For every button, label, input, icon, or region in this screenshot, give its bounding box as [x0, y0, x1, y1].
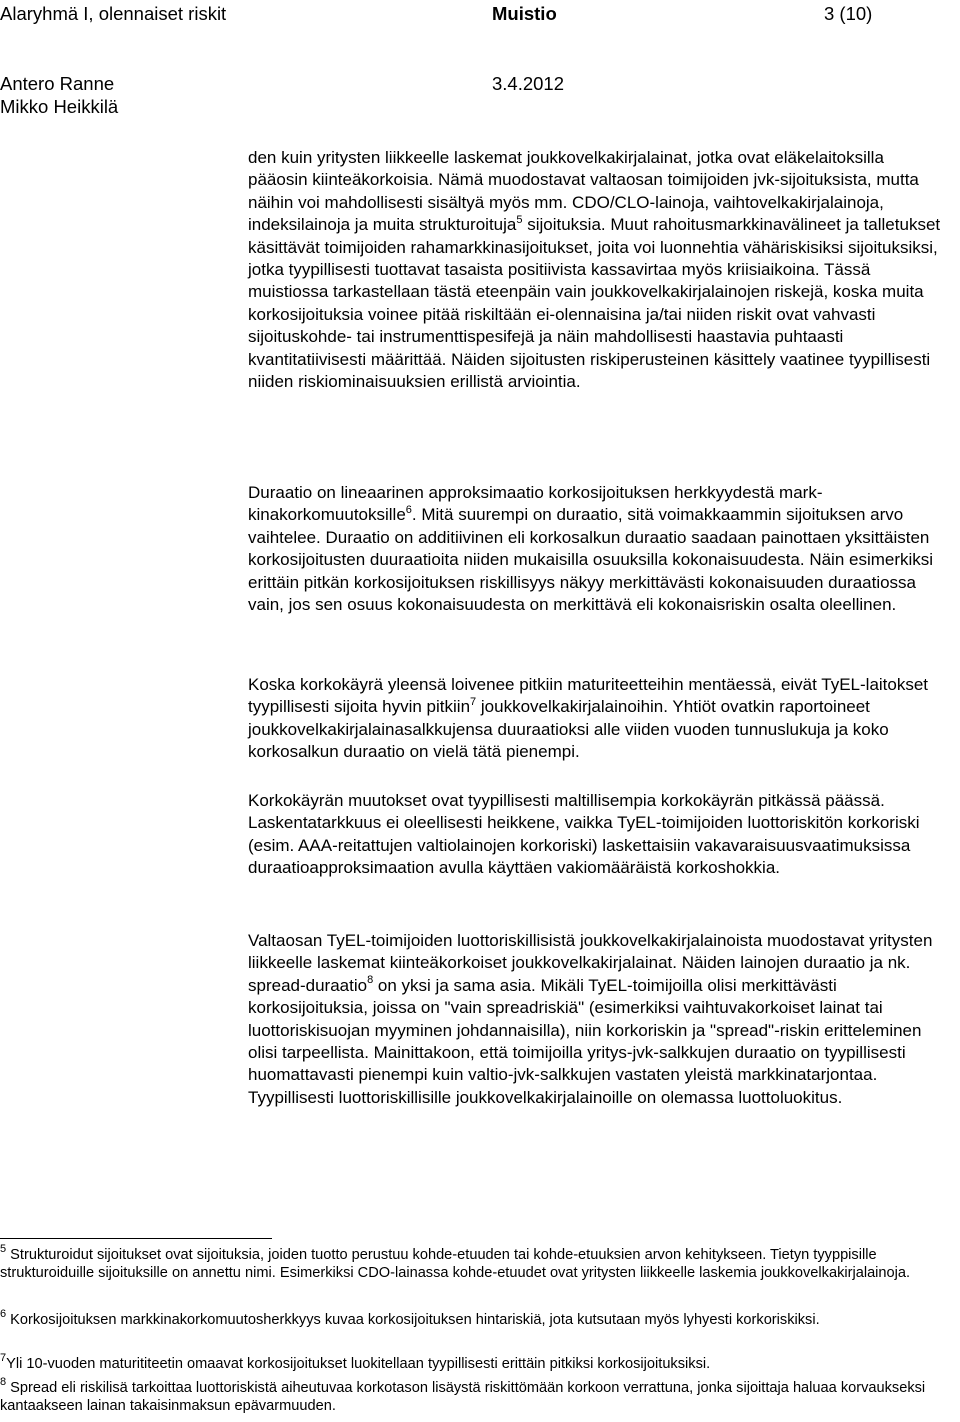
footnote-number: 5	[0, 1243, 7, 1256]
paragraph-4	[248, 790, 948, 880]
paragraph-2-text-a: Duraatio on lineaarinen approksimaatio korkosijoituksen herkkyydestä markkinakorkomuutoksille	[248, 483, 823, 525]
paragraph-2-text-b: . Mitä suurempi on duraatio, sitä voimakkaammin sijoituksen arvo vaihtelee. Duraatio on additiivinen eli korkosalkun duraatio saadaan painottaen yksittäisten korkosijoitusten duuraatioita niiden mukaisilla osuuksilla kokonaisuudesta. Näin esimerkiksi erittäin pitkän korkosijoituksen riskillisyys näkyy merkittävästi kokonaisuuden duraatiossa vain, jos sen osuus kokonaisuudesta on merkittävä eli kokonaisriskin osalta oleellinen.	[248, 505, 934, 615]
footnote-number: 7	[0, 1352, 7, 1365]
paragraph-5-text-a: Valtaosan TyEL-toimijoiden luottoriskillisistä joukkovelkakirjalainoista muodostavat yritysten liikkeelle laskemat kiinteäkorkoiset joukkovelkakirjalainat. Näiden lainojen duraatio ja nk. spread-duraatio	[248, 931, 933, 995]
header-date: 3.4.2012	[492, 73, 565, 94]
footnote-6	[0, 1308, 950, 1329]
paragraph-3-text-b: joukkovelkakirjalainoihin. Yhtiöt ovatkin raportoineet joukkovelkakirjalainasalkkujensa duuraatioksi alle viiden vuoden tunnuslukuja ja koko korkosalkun duraatio on vielä tätä pienempi.	[248, 697, 889, 762]
paragraph-3	[248, 674, 948, 764]
paragraph-5	[248, 930, 948, 1109]
footnote-text: Strukturoidut sijoitukset ovat sijoituksia, joiden tuotto perustuu kohde-etuuden tai kohde-etuuksien arvon kehitykseen. Tietyn tyyppisille strukturoiduille sijoituksille on annettu nimi. Esimerkiksi CDO-lainassa kohde-etuudet ovat yritysten liikkeelle laskemia joukkovelkakirjalainoja.	[0, 1247, 911, 1281]
paragraph-5-text-b: on yksi ja sama asia. Mikäli TyEL-toimijoilla olisi merkittävästi korkosijoituksia, joissa on "vain spreadriskiä" (esimerkiksi vaihtuvakorkoiset lainat tai luottoriskisuojan myyminen johdannaisilla), niin korkoriskin ja "spread"-riskin eritteleminen olisi tarpeellista. Mainittakoon, että toimijoilla yritys-jvk-salkkujen duraatio on tyypillisesti huomattavasti pienempi kuin valtio-jvk-salkkujen vastaten yleistä markkinatarjontaa. Tyypillisesti luottoriskillisille joukkovelkakirjalainoille on olemassa luottoluokitus.	[248, 975, 922, 1107]
footnote-number: 8	[0, 1376, 7, 1389]
paragraph-1	[248, 147, 948, 393]
footnote-7	[0, 1352, 950, 1373]
paragraph-2	[248, 482, 948, 616]
header-org: Alaryhmä I, olennaiset riskit	[0, 3, 227, 24]
paragraph-4-text: Korkokäyrän muutokset ovat tyypillisesti maltillisempia korkokäyrän pitkässä päässä. Laskentatarkkuus ei oleellisesti heikkene, vaikka TyEL-toimijoiden luottoriskitön korkoriski (esim. AAA-reitattujen valtiolainojen korkoriski) laskettaisiin vakavaraisuusvaatimuksissa duraatioapproksimaation avulla käyttäen vakiomääräistä korkoshokkia.	[248, 791, 920, 878]
paragraph-1-text-b: sijoituksia. Muut rahoitusmarkkinavälineet ja talletukset käsittävät toimijoiden rahamarkkinasijoitukset, joita voi luonnehtia vähäriskisiksi sijoituksiksi, jotka tyypillisesti tuottavat tasaista positiivista kassavirtaa myös kriisiaikoina. Tässä muistiossa tarkastellaan tästä eteenpäin vain joukkovelkakirjalainojen riskejä, koska muita korkosijoituksia voinee pitää riskiltään ei-olennaisina ja/tai niiden riskit ovat vahvasti sijoituskohde- tai instrumenttispesifejä ja näin mahdollisesti haastavia puhtaasti kvantitatiivisesti määrittää. Näiden sijoitusten riskiperusteinen käsittely vaatinee tyypillisesti niiden riskiominaisuuksien erillistä arviointia.	[248, 215, 941, 392]
header-doc-type: Muistio	[492, 3, 557, 24]
footnote-ref-7: 7	[470, 695, 477, 708]
footnote-ref-6: 6	[405, 503, 412, 516]
footnote-text: Spread eli riskilisä tarkoittaa luottoriskistä aiheutuvaa korkotason lisäystä riskittömään korkoon verrattuna, jonka sijoittaja haluaa korvaukseksi kantaakseen lainan takaisinmaksun epävarmuuden.	[0, 1380, 926, 1414]
footnote-ref-5: 5	[516, 213, 523, 226]
paragraph-1-text-a: den kuin yritysten liikkeelle laskemat joukkovelkakirjalainat, jotka ovat eläkelaitoksilla pääosin kiinteäkorkoisia. Nämä muodostavat valtaosan toimijoiden jvk-sijoituksista, mutta näihin voi mahdollisesti sisältyä myös mm. CDO/CLO-lainoja, vaihtovelkakirjalainoja, indeksilainoja ja muita strukturoituja	[248, 148, 919, 235]
paragraph-3-text-a: Koska korkokäyrä yleensä loivenee pitkiin maturiteetteihin mentäessä, eivät TyEL-laitokset tyypillisesti sijoita hyvin pitkiin	[248, 675, 929, 717]
footnote-text: Korkosijoituksen markkinakorkomuutosherkkyys kuvaa korkosijoituksen hintariskiä, jota kutsutaan myös lyhyesti korkoriskiksi.	[6, 1312, 820, 1328]
footnote-ref-8: 8	[367, 974, 374, 987]
header-author-1: Antero Ranne	[0, 73, 115, 94]
footnote-5	[0, 1243, 950, 1282]
footnote-number: 6	[0, 1308, 7, 1321]
footnote-text: Yli 10-vuoden maturititeetin omaavat korkosijoitukset luokitellaan tyypillisesti erittäin pitkiksi korkosijoituksiksi.	[6, 1356, 711, 1372]
footnote-8	[0, 1376, 950, 1415]
footnote-separator	[0, 1238, 272, 1239]
header-author-2: Mikko Heikkilä	[0, 96, 119, 117]
header-page-number: 3 (10)	[824, 3, 873, 24]
